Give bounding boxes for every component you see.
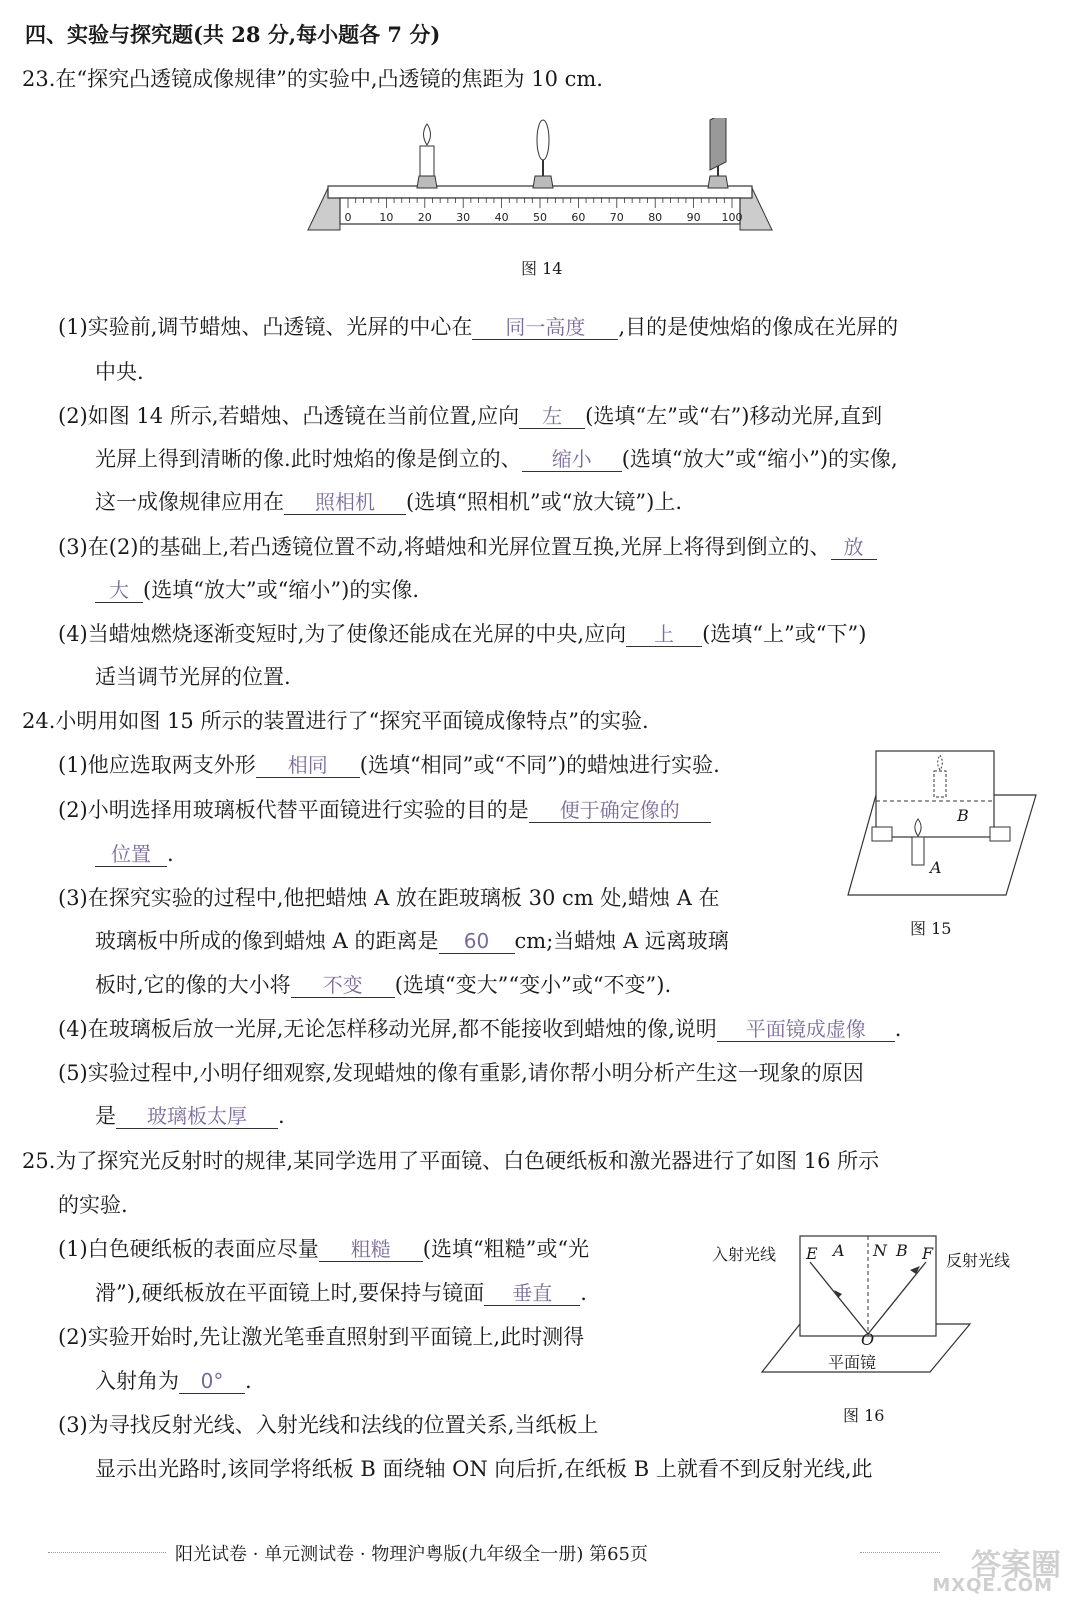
q23-p2-text-b: (选填“左”或“右”)移动光屏,直到 — [585, 404, 883, 428]
fig16-label-e: E — [806, 1244, 818, 1263]
optical-bench-figure — [300, 118, 780, 238]
q23-p2-text-d: (选填“放大”或“缩小”)的实像, — [621, 447, 898, 471]
q25-answer-1b: 垂直 — [484, 1281, 580, 1306]
q23-part1-cont: 中央. — [95, 360, 144, 384]
fig16-incident-label: 入射光线 — [712, 1245, 777, 1264]
q23-part3-line2 — [95, 575, 419, 605]
q23-part4 — [58, 619, 866, 649]
q25-p1-text-b: (选填“粗糙”或“光 — [422, 1237, 590, 1261]
q23-p3-text-a: (3)在(2)的基础上,若凸透镜位置不动,将蜡烛和光屏位置互换,光屏上将得到倒立的、 — [58, 535, 831, 559]
page-footer: 阳光试卷 · 单元测试卷 · 物理沪粤版(九年级全一册) 第65页 — [175, 1544, 648, 1565]
q23-p3-text-b: (选填“放大”或“缩小”)的实像. — [143, 578, 420, 602]
q24-p2-text-a: (2)小明选择用玻璃板代替平面镜进行实验的目的是 — [58, 798, 529, 822]
q24-answer-3b: 不变 — [291, 973, 395, 998]
q24-p3-text-e: (选填“变大”“变小”或“不变”). — [394, 973, 672, 997]
q25-p1-text-d: . — [580, 1281, 587, 1305]
q23-answer-3b: 大 — [95, 578, 143, 603]
watermark-logo: 答案圈 — [971, 1548, 1061, 1583]
q23-p4-text-b: (选填“上”或“下”) — [702, 622, 867, 646]
fig16-label-f: F — [922, 1244, 934, 1263]
fig15-label-b: B — [957, 806, 969, 825]
q23-part2-line2 — [95, 444, 898, 474]
q23-p1-text-a: (1)实验前,调节蜡烛、凸透镜、光屏的中心在 — [58, 315, 473, 339]
ruler-tick-label: 0 — [344, 211, 352, 224]
q24-answer-1: 相同 — [256, 753, 360, 778]
q23-part1 — [58, 312, 898, 342]
fig16-caption: 图 16 — [843, 1406, 885, 1425]
q24-answer-5: 玻璃板太厚 — [116, 1104, 278, 1129]
ruler-tick-label: 30 — [456, 211, 471, 224]
q23-part2-line3 — [95, 487, 682, 517]
fig16-label-n: N — [873, 1241, 887, 1260]
watermark-url: MXQE.COM — [932, 1575, 1053, 1596]
q23-answer-2a: 左 — [519, 404, 585, 429]
q23-answer-3a: 放 — [831, 535, 877, 560]
q24-p4-text-b: . — [894, 1017, 902, 1041]
q25-stem: 25.为了探究光反射时的规律,某同学选用了平面镜、白色硬纸板和激光器进行了如图 16 所示 — [22, 1149, 880, 1173]
q23-answer-2c: 照相机 — [284, 490, 406, 515]
ruler-tick-label: 10 — [379, 211, 394, 224]
q25-p1-text-c: 滑”),硬纸板放在平面镜上时,要保持与镜面 — [95, 1281, 485, 1305]
q23-part4-cont: 适当调节光屏的位置. — [95, 665, 291, 689]
q23-p2-text-f: (选填“照相机”或“放大镜”)上. — [406, 490, 683, 514]
ruler-tick-label: 90 — [686, 211, 701, 224]
q24-part5: (5)实验过程中,小明仔细观察,发现蜡烛的像有重影,请你帮小明分析产生这一现象的原因 — [58, 1061, 864, 1085]
q25-p1-text-a: (1)白色硬纸板的表面应尽量 — [58, 1237, 319, 1261]
q24-answer-2a: 便于确定像的 — [529, 798, 711, 823]
q23-stem: 23.在“探究凸透镜成像规律”的实验中,凸透镜的焦距为 10 cm. — [22, 67, 603, 91]
q24-stem: 24.小明用如图 15 所示的装置进行了“探究平面镜成像特点”的实验. — [22, 709, 649, 733]
fig14-caption: 图 14 — [521, 259, 563, 278]
section-title: 四、实验与探究题(共 28 分,每小题各 7 分) — [25, 22, 441, 47]
q24-answer-3a: 60 — [439, 929, 515, 954]
q25-answer-1a: 粗糙 — [319, 1237, 423, 1262]
q23-p2-text-a: (2)如图 14 所示,若蜡烛、凸透镜在当前位置,应向 — [58, 404, 520, 428]
q25-part1 — [58, 1234, 589, 1264]
q24-p1-text-b: (选填“相同”或“不同”)的蜡烛进行实验. — [359, 753, 720, 777]
q24-answer-4: 平面镜成虚像 — [717, 1017, 895, 1042]
fig16-label-a: A — [833, 1241, 845, 1260]
q24-part4 — [58, 1014, 901, 1044]
footer-divider-right — [860, 1552, 940, 1553]
q24-part1 — [58, 750, 720, 780]
q24-p3-text-c: cm;当蜡烛 A 远离玻璃 — [514, 929, 729, 953]
q24-p3-text-b: 玻璃板中所成的像到蜡烛 A 的距离是 — [95, 929, 439, 953]
q24-p2-text-b: . — [167, 842, 174, 866]
ruler-tick-label: 70 — [609, 211, 624, 224]
q23-part2 — [58, 401, 882, 431]
q24-p5-text-b: 是 — [95, 1104, 116, 1128]
ruler-tick-label: 20 — [417, 211, 432, 224]
fig16-mirror-label: 平面镜 — [828, 1353, 877, 1372]
q23-answer-4: 上 — [626, 622, 702, 647]
ruler-tick-label: 60 — [571, 211, 586, 224]
plane-mirror-figure — [846, 745, 1046, 905]
q25-p2-text-c: . — [245, 1369, 252, 1393]
fig15-label-a: A — [930, 858, 942, 877]
q24-p3-text-d: 板时,它的像的大小将 — [95, 973, 291, 997]
q25-stem-cont: 的实验. — [58, 1193, 128, 1217]
q24-answer-2b: 位置 — [95, 842, 167, 867]
q24-part2 — [58, 795, 711, 825]
q23-p1-text-b: ,目的是使烛焰的像成在光屏的 — [618, 315, 899, 339]
ruler-tick-label: 50 — [533, 211, 547, 224]
q24-part3: (3)在探究实验的过程中,他把蜡烛 A 放在距玻璃板 30 cm 处,蜡烛 A 在 — [58, 886, 720, 910]
q23-part3 — [58, 532, 877, 562]
ruler-tick-label: 100 — [721, 211, 743, 224]
ruler-tick-label: 40 — [494, 211, 509, 224]
fig16-reflected-label: 反射光线 — [946, 1251, 1011, 1270]
q25-part3: (3)为寻找反射光线、入射光线和法线的位置关系,当纸板上 — [58, 1413, 599, 1437]
q24-p1-text-a: (1)他应选取两支外形 — [58, 753, 256, 777]
q24-part2-line2 — [95, 839, 174, 869]
q24-part3-line2 — [95, 926, 729, 956]
ruler-tick-label: 80 — [648, 211, 663, 224]
fig16-label-b: B — [896, 1241, 908, 1260]
footer-divider-left — [48, 1552, 166, 1553]
q25-part2-line2 — [95, 1366, 252, 1396]
q25-part2: (2)实验开始时,先让激光笔垂直照射到平面镜上,此时测得 — [58, 1325, 585, 1349]
q23-answer-1: 同一高度 — [472, 315, 618, 340]
q23-p2-text-e: 这一成像规律应用在 — [95, 490, 284, 514]
q25-answer-2: 0° — [179, 1369, 245, 1394]
q25-part3-line2: 显示出光路时,该同学将纸板 B 面绕轴 ON 向后折,在纸板 B 上就看不到反射光线,此 — [95, 1457, 873, 1481]
q24-part3-line3 — [95, 970, 671, 1000]
q24-p4-text-a: (4)在玻璃板后放一光屏,无论怎样移动光屏,都不能接收到蜡烛的像,说明 — [58, 1017, 717, 1041]
fig15-caption: 图 15 — [910, 919, 952, 938]
q23-p2-text-c: 光屏上得到清晰的像.此时烛焰的像是倒立的、 — [95, 447, 522, 471]
q25-part1-line2 — [95, 1278, 587, 1308]
q24-part5-line2 — [95, 1101, 285, 1131]
q23-p4-text-a: (4)当蜡烛燃烧逐渐变短时,为了使像还能成在光屏的中央,应向 — [58, 622, 627, 646]
q25-p2-text-b: 入射角为 — [95, 1369, 179, 1393]
q24-p5-text-c: . — [278, 1104, 285, 1128]
q23-answer-2b: 缩小 — [522, 447, 622, 472]
fig16-label-o: O — [861, 1330, 875, 1349]
